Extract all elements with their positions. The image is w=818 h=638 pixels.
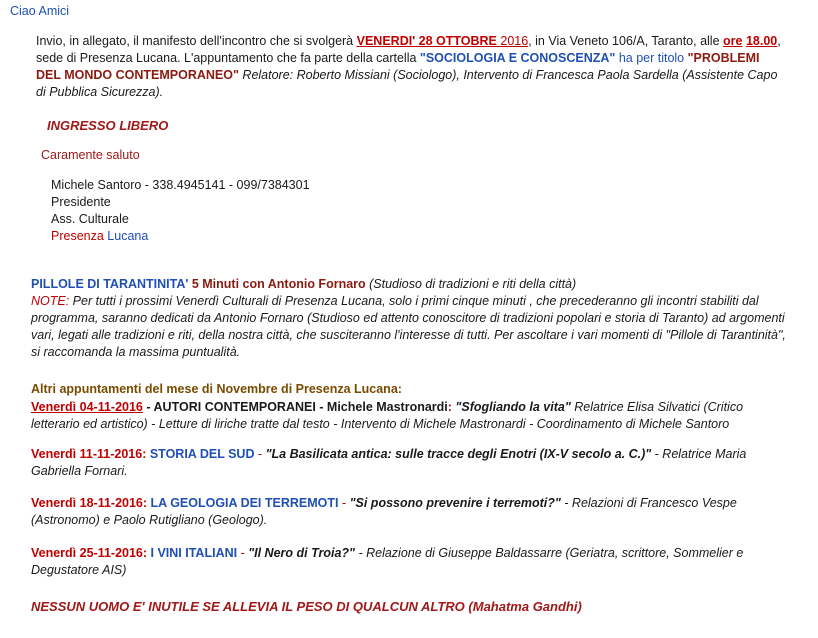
intro-paragraph: Invio, in allegato, il manifesto dell'incontro che si svolgerà VENERDI' 28 OTTOBRE 2016, in Via Veneto 106/A, Taranto, alle ore 18.00, sede di Presenza Lucana. L'appuntamento che fa parte della cartella "SOCIOLOGIA E CONOSCENZA" ha per titolo "PROBLEMI DEL MONDO CONTEMPORANEO" Relatore: Roberto Missiani (Sociologo), Intervento di Francesca Paola Sardella (Assistente Capo di Pubblica Sicurezza). — [36, 34, 781, 99]
regards: Caramente saluto — [41, 148, 140, 162]
event-item-4: Venerdì 25-11-2016: I VINI ITALIANI - "Il Nero di Troia?" - Relazione di Giuseppe Baldassarre (Geriatra, scrittore, Sommelier e Degustatore AIS) — [31, 546, 744, 577]
event-item-3: Venerdì 18-11-2016: LA GEOLOGIA DEI TERREMOTI - "Si possono prevenire i terremoti?" - Relazioni di Francesco Vespe (Astronomo) e Paolo Rutigliano (Geologo). — [31, 496, 737, 527]
event-time: ore — [723, 34, 743, 48]
signature-org-name: Presenza Lucana — [51, 229, 149, 243]
signature-role: Presidente — [51, 195, 111, 209]
event-title: "PROBLEMI DEL MONDO CONTEMPORANEO" — [36, 51, 760, 82]
signature-name-phone: Michele Santoro - 338.4945141 - 099/7384301 — [51, 178, 310, 192]
note-text: Per tutti i prossimi Venerdì Culturali di Presenza Lucana, solo i primi cinque minuti , che precederanno gli incontri stabiliti dal programma, saranno dedicati da Antonio Fornaro (Studioso ed attento conoscitore di tradizioni popolari e storia di Taranto) ad argomenti vari, legati alle tradizioni e riti, della nostra città, che susciteranno l'interesse di tutti. Per ascoltare i vari momenti di "Pillole di Tarantinità", si raccomanda la massima puntualità. — [31, 294, 786, 359]
event-item-2: Venerdì 11-11-2016: STORIA DEL SUD - "La Basilicata antica: sulle tracce degli Enotri (IX-V secolo a. C.)" - Relatrice Maria Gabriella Fornari. — [31, 447, 747, 478]
event-date: VENERDI' 28 OTTOBRE — [356, 34, 501, 48]
greeting: Ciao Amici — [10, 4, 70, 18]
pillole-title: PILLOLE DI TARANTINITA' — [31, 277, 189, 291]
november-header: Altri appuntamenti del mese di Novembre di Presenza Lucana: — [31, 382, 402, 396]
pillole-section: PILLOLE DI TARANTINITA' 5 Minuti con Antonio Fornaro (Studioso di tradizioni e riti della città) NOTE: Per tutti i prossimi Venerdì Culturali di Presenza Lucana, solo i primi cinque minuti , che precederanno gli incontri stabiliti dal programma, saranno dedicati da Antonio Fornaro (Studioso ed attento conoscitore di tradizioni popolari e storia di Taranto) ad argomenti vari, legati alle tradizioni e riti, della nostra città, che susciteranno l'interesse di tutti. Per ascoltare i vari momenti di "Pillole di Tarantinità", si raccomanda la massima puntualità. — [31, 277, 786, 359]
signature-org: Ass. Culturale — [51, 212, 129, 226]
free-entry: INGRESSO LIBERO — [47, 118, 169, 133]
note-label: NOTE: — [31, 294, 70, 308]
closing-quote: NESSUN UOMO E' INUTILE SE ALLEVIA IL PESO DI QUALCUN ALTRO (Mahatma Gandhi) — [31, 599, 582, 614]
event-item-1: Venerdì 04-11-2016 - AUTORI CONTEMPORANEI - Michele Mastronardi: "Sfogliando la vita" Relatrice Elisa Silvatici (Critico letterario ed artistico) - Letture di liriche tratte dal testo - Intervento di Michele Mastronardi - Coordinamento di Michele Santoro — [31, 400, 744, 431]
series-name: "SOCIOLOGIA E CONOSCENZA" — [419, 51, 616, 65]
